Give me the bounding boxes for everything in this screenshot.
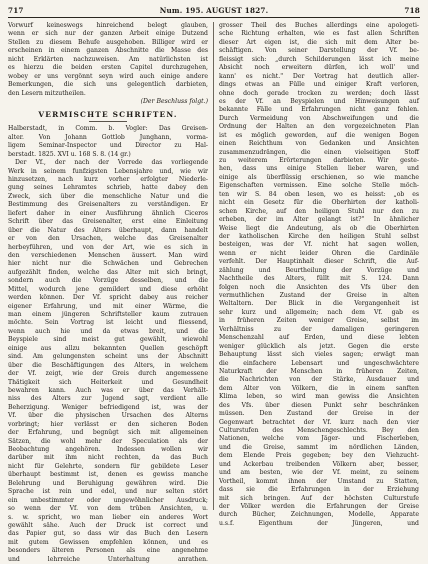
header-rule [8, 17, 420, 18]
column-divider [213, 22, 214, 510]
text-line: den Lesern mitzutheilen. [8, 89, 86, 97]
text-line: einen Reichthum von Gedanken und Ansichten [219, 140, 419, 148]
text-line: und am besten, wie der Vf. meint, zu seinem [219, 469, 419, 477]
text-line: Bemerkungen, die sich uns gelegentlich darbieten, [8, 81, 208, 89]
text-line: hier nicht nur die Schwächen und Gebrechen [8, 260, 208, 268]
text-line: ein unbestimmter oder ungewöhnlicher Ausdruck; [8, 496, 208, 504]
text-line: gewählt sähe. Auch der Druck ist correct und [8, 521, 208, 529]
text-line: dings etwas an Fülle und einiger Kraft verloren, [219, 81, 419, 89]
text-line: Belehrung und Beruhigung gewähren wird. Die [8, 479, 208, 487]
text-line: Vorwurf keineswegs hinreichend belegt glauben, [8, 22, 208, 29]
text-line: folgen noch die Ansichten des Vfs über den [219, 283, 419, 291]
text-line: möchte. Sein Vortrag ist leicht und fliessend, [8, 319, 208, 327]
page-number-left: 717 [8, 6, 24, 15]
text-line: Zweck, sich über die menschliche Natur und die [8, 192, 208, 200]
text-line: das Papier gut, so dass wir das Buch den Lesern [8, 530, 208, 538]
right-column [219, 22, 419, 527]
text-line: verfehlt. Der Hauptinhalt dieser Schrift, die Auf- [219, 258, 419, 266]
text-line: der Erfahrung, und begnügt sich mit allgemeinen [8, 429, 208, 437]
text-line: er von den Ursachen, welche das Greisenalter [8, 235, 208, 243]
text-line: und Ackerbau treibenden Völkern aber, besser, [219, 460, 419, 468]
text-line: dem Alter von Völkern, die in einem sanften [219, 384, 419, 392]
text-line: zusammenzudrängen, die einen vielseitigen Stoff [219, 148, 419, 156]
text-line: überhaupt bestimmt ist, denen es gewiss manche [8, 471, 208, 479]
text-line: Werk in seinem funfzigsten Lebensjahre und, wie wir [8, 167, 208, 175]
text-line: u.s.f. Eigenthum der Jüngeren, und [219, 519, 419, 527]
text-line: besteigen, was der Vf. nicht hat sagen wollen, [219, 241, 419, 249]
text-line: hen, dass uns einige Stellen lieber waren, und [219, 165, 419, 173]
review-continuation [219, 22, 419, 528]
text-line: sind. Am gelungensten scheint uns der Abschnitt [8, 353, 208, 361]
text-line: gung seines Lehramtes schrieb, hatte dabey den [8, 184, 208, 192]
text-line: aufgezählt finden, welche das Alter mit sich bringt, [8, 268, 208, 276]
text-line: Weltaltern. Der Blick in die Vergangenheit ist [219, 300, 419, 308]
text-line: vermuthlichen Zustand der Greise in alten [219, 292, 419, 299]
text-line: werden können. Der Vf. spricht dabey aus reicher [8, 294, 208, 302]
text-line: einige aus allzu bekannten Quellen geschöpft [8, 344, 208, 352]
text-line: vorbringt; hier verlässt er den sicheren Boden [8, 420, 208, 428]
text-line: eigener Erfahrung, und mit einer Wärme, die [8, 302, 208, 310]
left-column [8, 22, 208, 563]
text-line: Absicht noch erweitern dürfen, ich woll' und [219, 64, 419, 72]
text-line: nicht ein Gesetz für die Oberhirten der katholi- [219, 199, 419, 207]
text-line: Vortheil, kommt ihnen der Umstand zu Statten, [219, 477, 419, 485]
text-line: Sätzen, die wohl mehr der Speculation als der [8, 437, 208, 445]
text-line: durch Bücher, Zeichnungen, Modelle, Apparate [219, 511, 419, 519]
text-line: ist es möglich geworden, auf die wenigen Bogen [219, 131, 419, 139]
text-line: bekannte Fälle und Erfahrungen nicht ganz fehlen. [219, 106, 419, 114]
text-line: Thätigkeit sich Heiterkeit und Gesundheit [8, 378, 208, 386]
text-line: nicht für Gelehrte, sondern für gebildete Leser [8, 462, 208, 470]
text-line: Vf. über die physischen Ursachen des Alterns [8, 412, 208, 420]
text-line: wobey er uns vergönnt seyn wird auch einige andere [8, 72, 208, 80]
text-line: und lehrreiche Unterhaltung anrathen. [8, 555, 208, 563]
text-line: alter. Von Johann Gottlob Junghann, vorma- [8, 133, 208, 141]
text-line: dass sie die Erfahrungen in der Erziehung [219, 486, 419, 494]
text-line: Naturkraft der Menschen in früheren Zeiten, [219, 367, 419, 375]
text-line: Menschenzahl auf Erden, und diese lebten [219, 334, 419, 342]
text-line: mit sich bringen. Auf der höchsten Culturstufe [219, 494, 419, 502]
text-line: wenn auch hie und da etwas breit, und die [8, 327, 208, 335]
section-rule [89, 121, 127, 122]
text-line: der Vf. zeigt, wie der Greis durch angemessene [8, 370, 208, 378]
text-line: über die Natur des Alters überhaupt, dann handelt [8, 226, 208, 234]
text-line: ohne doch gerade trocken zu werden; doch lässt [219, 89, 419, 97]
text-line: kann' es nicht." Der Vortrag hat deutlich aller- [219, 72, 419, 80]
text-line: des Vfs. über diesen Punkt sehr beschränken [219, 401, 419, 409]
page-number-right: 718 [404, 6, 420, 15]
text-line: ten wir S. 84 oben lesen, wo es heisst: „ob es [219, 190, 419, 198]
text-line: der Völker werden die Erfahrungen der Greise [219, 502, 419, 510]
review-text [8, 125, 208, 564]
text-line: besonders älteren Personen als eine angenehme [8, 547, 208, 555]
text-line: einige als überflüssig erschienen, so wie manche [219, 173, 419, 181]
text-line: hinzusetzen, nach kurz vorher erfolgter Niederle- [8, 176, 208, 183]
text-line: darüber mit ihm nicht rechten, da das Buch [8, 454, 208, 462]
left-column-intro [8, 22, 208, 98]
text-line: in früheren Zeiten weniger Greise, selbst im [219, 317, 419, 325]
text-line: Klima leben, so wird man gewiss die Ansichten [219, 393, 419, 401]
text-line: niss des Alters zur Jugend sagt, verdient alle [8, 395, 208, 403]
text-line: man einem jüngeren Schriftsteller kaum zutrauen [8, 311, 208, 318]
text-line: so wenn der Vf. von dem trüben Ansichten, u. [8, 505, 208, 513]
text-line: berstadt. 1825. XVI u. 168 S. 8. (14 gr.) [8, 150, 131, 158]
text-line: Bestimmung des Greisenalters zu verständigen. Er [8, 201, 208, 209]
text-line: den verschiedenen Menschen äussert. Man wird [8, 251, 208, 259]
text-line: Der Vf., der nach der Vorrede das vorliegende [15, 159, 208, 167]
text-line: müssen. Den Zustand der Greise in der [219, 410, 419, 418]
section-heading: VERMISCHTE SCHRIFTEN. [38, 110, 178, 120]
text-line: grosser Theil des Buches allerdings eine apologeti- [219, 22, 419, 29]
text-line: s. w. spricht, wo man lieber ein anderes Wort [8, 513, 208, 521]
text-line: wenn er sich nur der ganzen Arbeit einige Dutzend [8, 30, 208, 38]
text-line: zu weiterem Erörterungen darbieten. Wir geste- [219, 157, 419, 164]
text-line: der katholischen Kirche den heiligen Stuhl selbst [219, 232, 419, 240]
text-line: Behauptung lässt sich vieles sagen; erwägt man [219, 351, 419, 359]
text-line: Culturstufen des Menschengeschlechts. Bey den [219, 427, 419, 434]
text-line: dem Elende Preis gegeben; bey den Viehzucht- [219, 452, 419, 460]
text-line: Beobachtung angehören. Indessen wollen wir [8, 446, 208, 453]
text-line: Weise liegt die Andeutung, als ob die Oberhirten [219, 224, 419, 232]
continuation-note: (Der Beschluss folgt.) [140, 97, 208, 105]
issue-title: Num. 195. AUGUST 1827. [159, 6, 269, 15]
text-line: liefert daher in einer Ausführung ähnlich Ciceros [8, 209, 208, 217]
text-line: Nachtheile des Alters, füllt mit S. 124. Dann [219, 275, 419, 283]
text-line: Verhältniss zu der damaligen geringeren [219, 325, 419, 333]
text-line: fleissigt sich: „durch Schilderungen lässt ich meine [219, 55, 419, 63]
text-line: sche Richtung erhalten, wie es fast allen Schriften [219, 30, 419, 38]
text-line: nicht Erklärten nachzuweisen. Am natürlichsten ist [8, 55, 208, 63]
text-line: erheben, der im Alter gelangt ist?" In ähnlicher [219, 216, 419, 224]
text-line: sehr kurz und allgemein; nach dem Vf. gab es [219, 308, 419, 316]
text-line: herbeyführen, und von der Art, wie es sich in [8, 243, 208, 251]
text-line: schäftigen. Von seiner Darstellung der Vf. be- [219, 47, 419, 55]
text-line: es hierzu die beiden ersten Capitel durchzugehen, [8, 64, 208, 72]
text-line: dieser Art eigen ist, die sich mit dem Alter be- [219, 38, 419, 46]
text-line: über die Beschäftigungen des Alters, in welchem [8, 361, 208, 369]
text-line: bewahren kann. Auch was er über das Verhält- [8, 386, 208, 394]
text-line: die einfachere Lebensart und ungeschwächtere [219, 359, 419, 367]
text-line: Stellen zu diesem Behufe ausgehoben. Billiger wird er [8, 38, 208, 46]
text-line: erscheinen in einem ganzen Abschnitte die Masse des [8, 47, 208, 55]
text-line: Beherzigung. Weniger befriedigend ist, was der [8, 403, 208, 411]
text-line: ligem Seminar-Inspector und Director zu Hal- [8, 142, 208, 150]
text-line: Durch Vermeidung von Abschweifungen und die [219, 114, 419, 122]
text-line: weniger glücklich als jetzt. Gegen die erste [219, 342, 419, 350]
text-line: wenn er nicht leider Ohren die Cardinäle [219, 249, 419, 257]
text-line: mit gutem Gewissen empfehlen können, und es [8, 538, 208, 546]
text-line: Schrift über das Greisenalter, erst eine Einleitung [8, 218, 208, 226]
text-line: Mittel, wodurch jene gemildert und diese erhöht [8, 285, 208, 293]
text-line: Nationen, welche vom Jäger- und Fischerleben, [219, 435, 419, 443]
text-line: Ordnung der Halten an den vorgezeichneten Plan [219, 123, 419, 131]
text-line: Halberstadt, in Comm. b. Vogler: Das Greisen- [8, 125, 208, 133]
text-line: schen Kirche, auf den heiligen Stuhl nur den zu [219, 207, 419, 215]
text-line: Gegenwart betrachtet der Vf. kurz nach den vier [219, 418, 419, 426]
text-line: die Nachrichten von der Stärke, Ausdauer und [219, 376, 419, 384]
text-line: Sprache ist rein und edel, und nur selten stört [8, 488, 208, 496]
text-line: Beyspiele sind meist gut gewählt, wiewohl [8, 336, 208, 344]
text-line: sondern auch die Vorzüge desselben, und die [8, 277, 208, 285]
text-line: es der Vf. an Beyspielen und Hinweisungen auf [219, 97, 419, 105]
text-line: Eigenschaften vermissen. Eine solche Stelle möch- [219, 182, 419, 190]
text-line: zählung und Beurtheilung der Vorzüge und [219, 266, 419, 274]
text-line: und die Greise, sammt im nördlichen Länden, [219, 443, 419, 451]
